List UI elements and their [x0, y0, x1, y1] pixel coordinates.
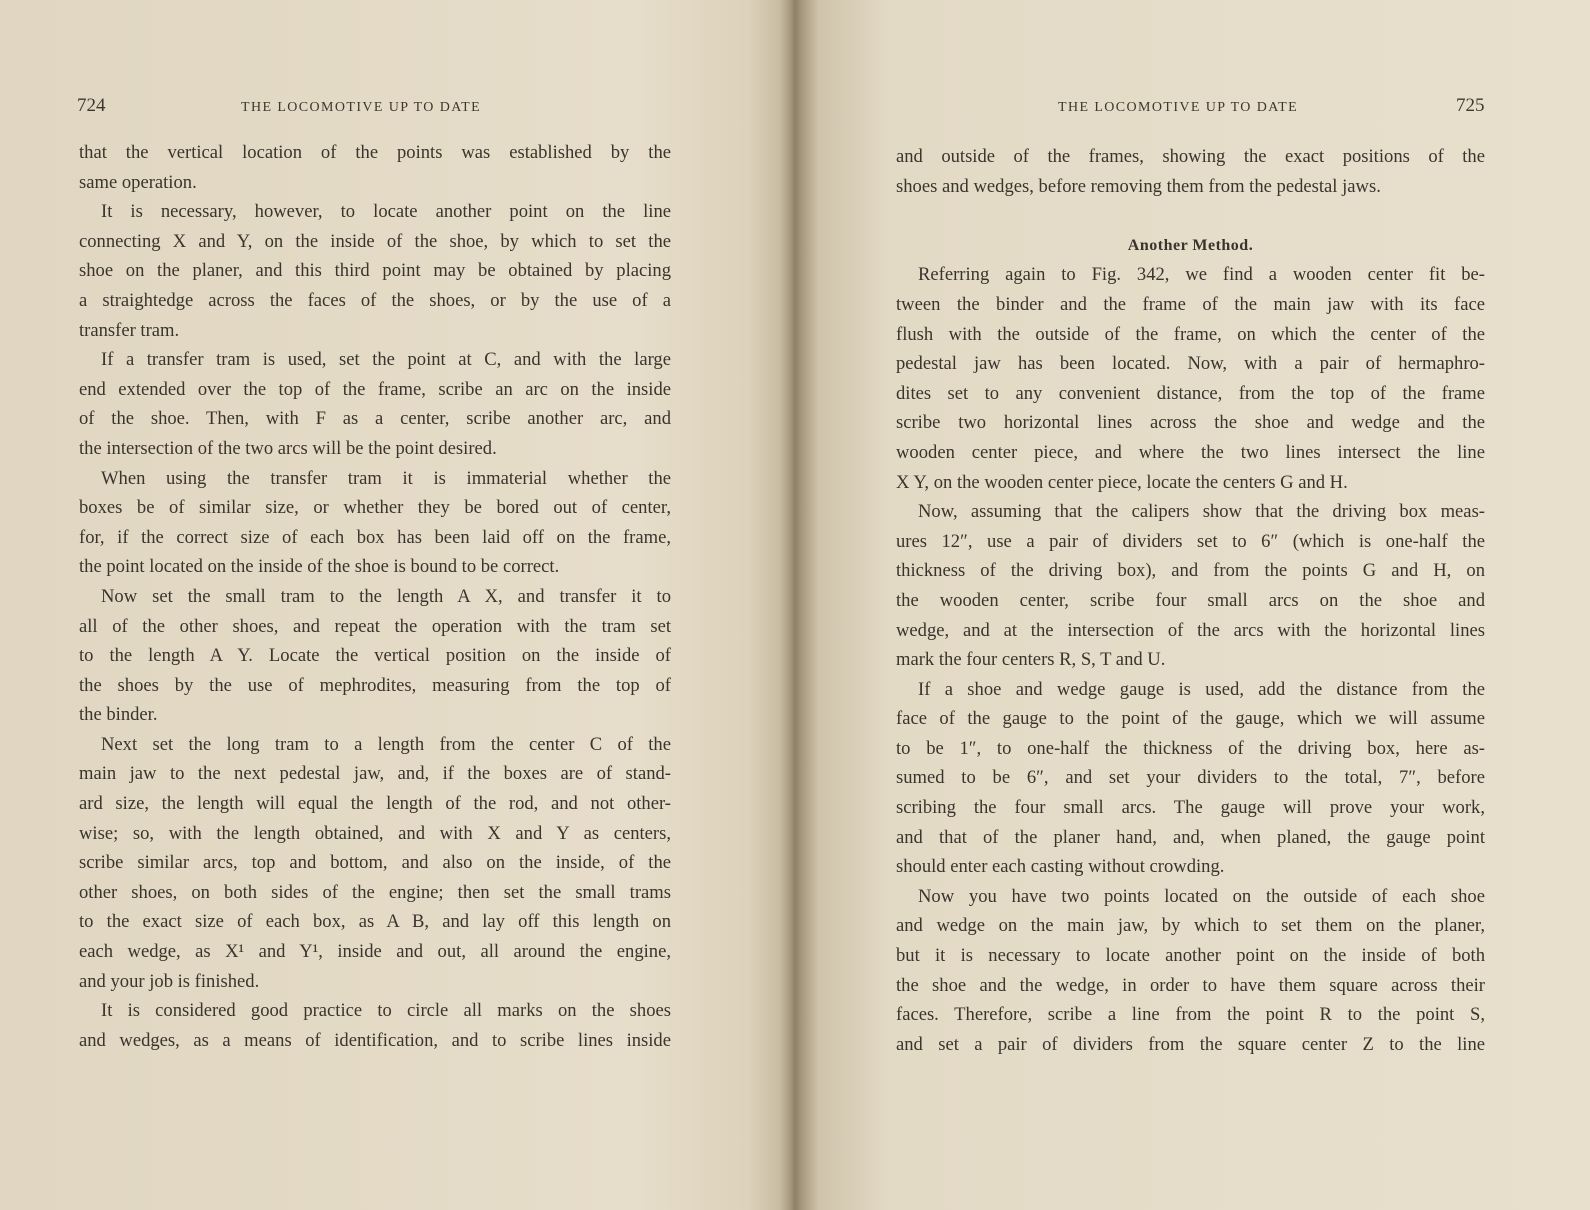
right-page-text-line: and wedge on the main jaw, by which to set them on the planer, — [896, 915, 1485, 937]
left-page-text-line: for, if the correct size of each box has been laid off on the frame, — [79, 526, 671, 548]
left-page-text-line: scribe similar arcs, top and bottom, and also on the inside, of the — [79, 852, 671, 874]
left-page-text-line: wise; so, with the length obtained, and with X and Y as centers, — [79, 822, 671, 844]
left-page-text-line: boxes be of similar size, or whether they be bored out of center, — [79, 497, 671, 519]
left-page-text-line: If a transfer tram is used, set the point at C, and with the large — [101, 349, 671, 371]
right-running-head: THE LOCOMOTIVE UP TO DATE — [1058, 100, 1299, 115]
left-page-text-line: the point located on the inside of the shoe is bound to be correct. — [79, 556, 560, 578]
left-page-text-line: Next set the long tram to a length from the center C of the — [101, 733, 671, 755]
right-page-text-line: tween the binder and the frame of the main jaw with its face — [896, 293, 1485, 315]
right-page-text-line: and that of the planer hand, and, when planed, the gauge point — [896, 826, 1485, 848]
left-page-text-line: and wedges, as a means of identification, and to scribe lines inside — [79, 1029, 671, 1051]
right-page-header — [895, 95, 1495, 124]
left-running-head: THE LOCOMOTIVE UP TO DATE — [241, 100, 482, 115]
right-page — [800, 0, 1590, 1210]
left-page-number: 724 — [77, 95, 106, 116]
right-page-text-line: but it is necessary to locate another point on the inside of both — [896, 945, 1485, 967]
right-page-text-line: ures 12″, use a pair of dividers set to 6″ (which is one-half the — [896, 530, 1485, 552]
right-page-text-line: X Y, on the wooden center piece, locate the centers G and H. — [896, 471, 1348, 493]
right-page-text-line: scribing the four small arcs. The gauge will prove your work, — [896, 797, 1485, 819]
left-page-text-line: the binder. — [79, 704, 158, 726]
right-page-text-line: and set a pair of dividers from the square center Z to the line — [896, 1033, 1485, 1055]
right-page-text-line: dites set to any convenient distance, from the top of the frame — [896, 382, 1485, 404]
right-page-text-line: Now you have two points located on the outside of each shoe — [918, 885, 1485, 907]
left-page-body — [79, 138, 671, 1055]
right-page-section-heading: Another Method. — [1127, 236, 1254, 254]
left-page-text-line: that the vertical location of the points was established by the — [79, 142, 671, 163]
left-page-text-line: other shoes, on both sides of the engine; then set the small trams — [79, 881, 671, 903]
left-page-text-line: to the length A Y. Locate the vertical position on the inside of — [79, 645, 671, 667]
left-page-text-line: each wedge, as X¹ and Y¹, inside and out, all around the engine, — [79, 941, 671, 963]
right-page-text-line: and outside of the frames, showing the exact positions of the — [896, 146, 1485, 167]
left-page-text-line: transfer tram. — [79, 319, 180, 341]
left-page-text-line: Now set the small tram to the length A X, and transfer it to — [101, 585, 671, 607]
right-page-text-line: the shoe and the wedge, in order to have them square across their — [896, 974, 1485, 996]
right-page-text-line: to be 1″, to one-half the thickness of the driving box, here as- — [896, 737, 1485, 759]
right-page-text-line: wooden center piece, and where the two lines intersect the line — [896, 441, 1485, 463]
right-page-text-line: sumed to be 6″, and set your dividers to the total, 7″, before — [896, 767, 1485, 789]
left-page — [0, 0, 790, 1210]
left-page-text-line: shoe on the planer, and this third point may be obtained by placing — [79, 260, 671, 282]
left-page-header — [77, 95, 677, 124]
left-page-text-line: It is considered good practice to circle all marks on the shoes — [101, 1000, 671, 1022]
right-page-text-line: flush with the outside of the frame, on which the center of the — [896, 323, 1485, 345]
left-page-text-line: the intersection of the two arcs will be the point desired. — [79, 437, 497, 459]
left-page-text-line: the shoes by the use of mephrodites, measuring from the top of — [79, 674, 671, 696]
right-page-text-line: faces. Therefore, scribe a line from the point R to the point S, — [896, 1004, 1485, 1026]
right-page-text-line: the wooden center, scribe four small arcs on the shoe and — [896, 589, 1485, 611]
left-page-text-line: main jaw to the next pedestal jaw, and, if the boxes are of stand- — [79, 763, 671, 785]
left-page-text-line: end extended over the top of the frame, scribe an arc on the inside — [79, 378, 671, 400]
right-page-text-line: pedestal jaw has been located. Now, with a pair of hermaphro- — [896, 353, 1485, 375]
right-page-spacer — [896, 201, 1485, 231]
right-page-text-line: mark the four centers R, S, T and U. — [896, 649, 1166, 671]
left-page-text-line: all of the other shoes, and repeat the operation with the tram set — [79, 615, 671, 637]
right-page-text-line: face of the gauge to the point of the gauge, which we will assume — [896, 708, 1485, 730]
right-page-number: 725 — [1456, 95, 1485, 116]
left-page-text-line: connecting X and Y, on the inside of the shoe, by which to set the — [79, 230, 671, 252]
left-page-text-line: and your job is finished. — [79, 970, 260, 992]
right-page-text-line: Now, assuming that the calipers show that the driving box meas- — [918, 501, 1485, 523]
left-page-text-line: ard size, the length will equal the length of the rod, and not other- — [79, 793, 671, 815]
left-page-text-line: same operation. — [79, 171, 197, 193]
left-page-text-line: When using the transfer tram it is immaterial whether the — [101, 467, 671, 489]
left-page-text-line: to the exact size of each box, as A B, and lay off this length on — [79, 911, 671, 933]
right-page-text-line: scribe two horizontal lines across the shoe and wedge and the — [896, 412, 1485, 434]
right-page-text-line: wedge, and at the intersection of the arcs with the horizontal lines — [896, 619, 1485, 641]
right-page-text-line: shoes and wedges, before removing them from the pedestal jaws. — [896, 175, 1381, 197]
right-page-text-line: should enter each casting without crowding. — [896, 856, 1225, 878]
right-page-text-line: Referring again to Fig. 342, we find a wooden center fit be- — [918, 264, 1485, 286]
right-page-body — [896, 142, 1485, 1059]
left-page-text-line: a straightedge across the faces of the shoes, or by the use of a — [79, 289, 671, 311]
right-page-text-line: thickness of the driving box), and from the points G and H, on — [896, 560, 1485, 582]
left-page-text-line: of the shoe. Then, with F as a center, scribe another arc, and — [79, 408, 671, 430]
left-page-text-line: It is necessary, however, to locate another point on the line — [101, 201, 671, 223]
right-page-text-line: If a shoe and wedge gauge is used, add the distance from the — [918, 678, 1485, 700]
